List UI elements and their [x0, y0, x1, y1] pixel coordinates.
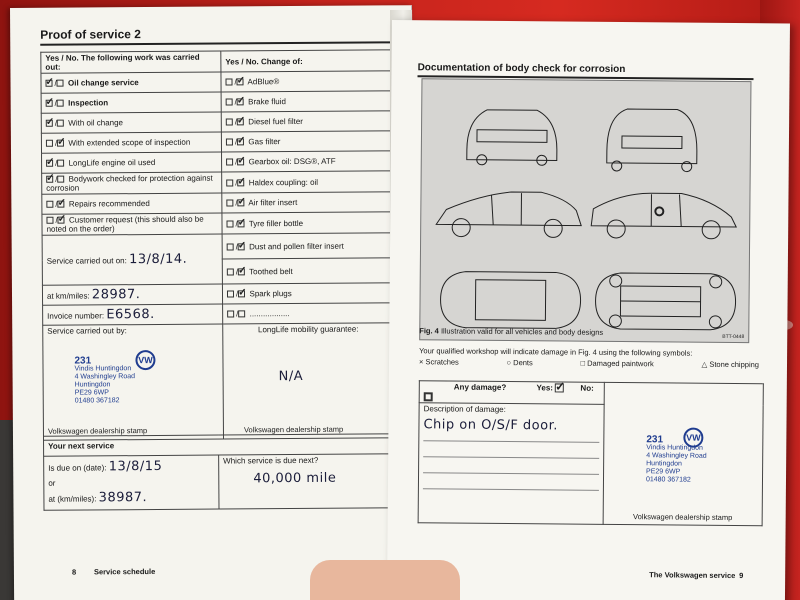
change-item-blank: / .................. [223, 303, 394, 324]
work-item: ✓ / Inspection [41, 92, 221, 113]
work-item: / ✓ Customer request (this should also be noted on the order) [42, 213, 222, 235]
mobility-handwritten: N/A [278, 368, 304, 385]
mobility-cell: LongLife mobility guarantee: N/A Volkswagen dealership stamp [223, 323, 395, 439]
change-item: / ✓ Dust and pollen filter insert [222, 233, 393, 259]
work-item: / ✓ Repairs recommended [42, 193, 222, 214]
symbols-text: Your qualified workshop will indicate damage in Fig. 4 using the following symbols: [419, 346, 693, 358]
change-item: / ✓ Tyre filler bottle [222, 212, 393, 234]
next-service-table [43, 433, 396, 510]
change-item: / ✓ Spark plugs [222, 283, 393, 304]
next-service-cell: Is due on (date): 13/8/15 or at (km/miles): 38987. [44, 455, 219, 510]
service-date-handwritten: 13/8/14. [128, 251, 188, 268]
figure-caption: Fig. 4 Illustration valid for all vehicles and body designs [419, 326, 604, 337]
change-item: / ✓ AdBlue® [221, 71, 392, 92]
damage-description-cell: Description of damage: Chip on O/S/F door. [418, 403, 604, 525]
dealer-stamp: 231 Vindis Huntingdon 4 Washingley Road Huntingdon PE29 6WP 01480 367182 [645, 434, 707, 484]
next-service-header: Your next service [43, 434, 394, 456]
stamp-label: Volkswagen dealership stamp [633, 511, 733, 522]
figure-code: BTT-0448 [722, 333, 745, 341]
car-outlines [420, 79, 752, 344]
symbol-paintwork: □ Damaged paintwork [580, 358, 654, 369]
invoice-cell: Invoice number: E6568. [43, 304, 223, 325]
work-item: ✓ / LongLife engine oil used [42, 152, 222, 173]
damage-question: Any damage? Yes: ✓ No: [419, 381, 604, 404]
dealer-stamp: 231 Vindis Huntingdon 4 Washingley Road Huntingdon PE29 6WP 01480 367182 [74, 355, 136, 405]
change-item: / ✓ Diesel fuel filter [221, 111, 392, 132]
invoice-handwritten: E6568. [106, 306, 155, 323]
footer-text: Service schedule [93, 566, 156, 577]
vw-logo-icon: VW [135, 350, 155, 370]
left-page [10, 5, 416, 600]
thumb [310, 560, 460, 600]
miles-cell: at km/miles: 28987. [42, 284, 222, 305]
symbol-stone-chipping: △ Stone chipping [701, 359, 760, 370]
which-service-cell: Which service is due next? 40,000 mile [219, 454, 395, 509]
carried-out-by-cell: Service carried out by: Volkswagen dealership stamp [43, 324, 224, 440]
which-service-handwritten: 40,000 mile [253, 470, 337, 487]
right-page [387, 20, 790, 600]
due-date-handwritten: 13/8/15 [108, 458, 163, 475]
change-item: / ✓ Toothed belt [222, 258, 393, 284]
page-title: Proof of service 2 [40, 27, 141, 42]
work-item: / ✓ With extended scope of inspection [41, 132, 221, 153]
symbol-dents: ○ Dents [506, 358, 533, 368]
next-miles-handwritten: 38987. [98, 490, 148, 506]
change-item: / ✓ Brake fluid [221, 91, 392, 112]
stamp-label: Volkswagen dealership stamp [47, 426, 148, 436]
work-item: ✓ / Bodywork checked for protection against corrosion [42, 172, 222, 194]
vw-logo-icon: VW [683, 428, 703, 448]
page-title: Documentation of body check for corrosion [417, 62, 626, 76]
page-number: 8 [71, 567, 77, 577]
change-item: / ✓ Gas filter [221, 131, 392, 152]
change-item: / ✓ Air filter insert [222, 192, 393, 213]
miles-handwritten: 28987. [91, 287, 141, 303]
change-item: / ✓ Haldex coupling: oil [222, 171, 393, 193]
work-item: ✓ / Oil change service [41, 72, 221, 93]
change-item: / ✓ Gearbox oil: DSG®, ATF [222, 151, 393, 172]
title-rule [40, 41, 392, 45]
symbols-legend [419, 357, 759, 369]
col2-header: Yes / No. Change of: [221, 50, 392, 72]
service-date-cell: Service carried out on: 13/8/14. [42, 234, 222, 285]
damage-handwritten: Chip on O/S/F door. [423, 417, 558, 434]
damage-table [418, 380, 764, 526]
page-number: 9 [739, 571, 744, 581]
col1-header: Yes / No. The following work was carried out: [41, 51, 221, 73]
car-diagram [419, 78, 751, 343]
stamp-label: Volkswagen dealership stamp [243, 424, 344, 435]
symbol-scratches: × Scratches [418, 357, 459, 367]
footer-text: The Volkswagen service [649, 570, 736, 581]
work-item: ✓ / With oil change [41, 112, 221, 133]
